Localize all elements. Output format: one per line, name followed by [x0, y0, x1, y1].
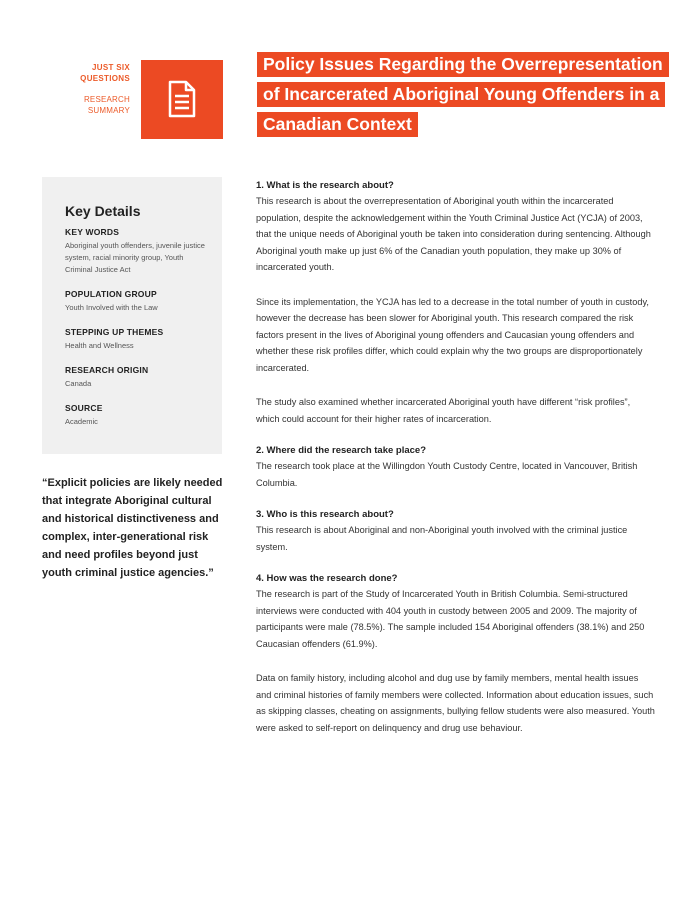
document-icon-box — [141, 60, 223, 139]
document-icon — [168, 80, 196, 118]
brand-line-1: JUST SIX — [92, 63, 130, 72]
paragraph: The study also examined whether incarcerated Aboriginal youth have different “risk profiles”, which could account for their higher rates of incarceration. — [256, 397, 631, 424]
detail-value: Health and Wellness — [65, 341, 134, 350]
pull-quote: “Explicit policies are likely needed that integrate Aboriginal cultural and historical distinctiveness and complex, inter-generational risk and need profiles beyond just youth criminal justice agencies.” — [42, 477, 223, 579]
section-heading: 1. What is the research about? — [256, 180, 394, 191]
paragraph: This research is about Aboriginal and non-Aboriginal youth involved with the criminal justice system. — [256, 525, 628, 552]
detail-label: KEY WORDS — [65, 227, 120, 237]
detail-label: SOURCE — [65, 403, 103, 413]
key-details-list — [65, 227, 205, 428]
detail-value: Youth Involved with the Law — [65, 303, 158, 312]
section-heading: 4. How was the research done? — [256, 573, 398, 584]
detail-value: Academic — [65, 417, 98, 426]
detail-label: RESEARCH ORIGIN — [65, 365, 149, 375]
title-line-3: Canadian Context — [257, 112, 418, 137]
brand-line-2: QUESTIONS — [80, 74, 130, 83]
brand-line-4: SUMMARY — [87, 106, 130, 115]
paragraph: Data on family history, including alcohol and dug use by family members, mental health issues and criminal histories of family members were collected. Information about education issues, such as skipping classes, cheating on assignments, bullying fellow students were also measured. Youth were asked to self-report on delinquency and drug use behaviour. — [256, 673, 655, 733]
key-details-panel — [42, 177, 222, 454]
page-title — [257, 52, 677, 142]
paragraph: This research is about the overrepresentation of Aboriginal youth within the incarcerated population, despite the acknowledgement within the Youth Criminal Justice Act (YCJA) of 2003, that the unique needs of Aboriginal youth be taken into consideration during sentencing. Although Aboriginal youth make up just 6% of the Canadian youth population, they make up 30% of incarcerated youth. — [256, 196, 651, 272]
detail-value: Aboriginal youth offenders, juvenile justice system, racial minority group, Youth Criminal Justice Act — [65, 241, 205, 274]
detail-label: POPULATION GROUP — [65, 289, 157, 299]
paragraph: The research took place at the Willingdon Youth Custody Centre, located in Vancouver, British Columbia. — [256, 461, 638, 488]
paragraph: The research is part of the Study of Incarcerated Youth in British Columbia. Semi-structured interviews were conducted with 404 youth in custody between 2005 and 2009. The majority of participants were male (78.5%). The sample included 154 Aboriginal offenders (38.1%) and 250 Caucasian offenders (61.9%). — [256, 589, 645, 649]
detail-value: Canada — [65, 379, 92, 388]
detail-label: STEPPING UP THEMES — [65, 327, 164, 337]
title-line-2: of Incarcerated Aboriginal Young Offenders in a — [257, 82, 665, 107]
main-content — [256, 178, 656, 736]
title-line-1: Policy Issues Regarding the Overrepresentation — [257, 52, 669, 77]
section-heading: 3. Who is this research about? — [256, 509, 394, 520]
key-details-heading: Key Details — [65, 203, 141, 219]
paragraph: Since its implementation, the YCJA has led to a decrease in the total number of youth in custody, however the decrease has been slower for Aboriginal youth. This research compared the risk factors present in the lives of Aboriginal young offenders and Caucasian young offenders and whether these risk profiles differ, which could explain why the two groups are disproportionately incarcerated. — [256, 296, 649, 373]
brand-label — [70, 62, 130, 116]
section-heading: 2. Where did the research take place? — [256, 445, 427, 456]
brand-line-3: RESEARCH — [83, 95, 130, 104]
